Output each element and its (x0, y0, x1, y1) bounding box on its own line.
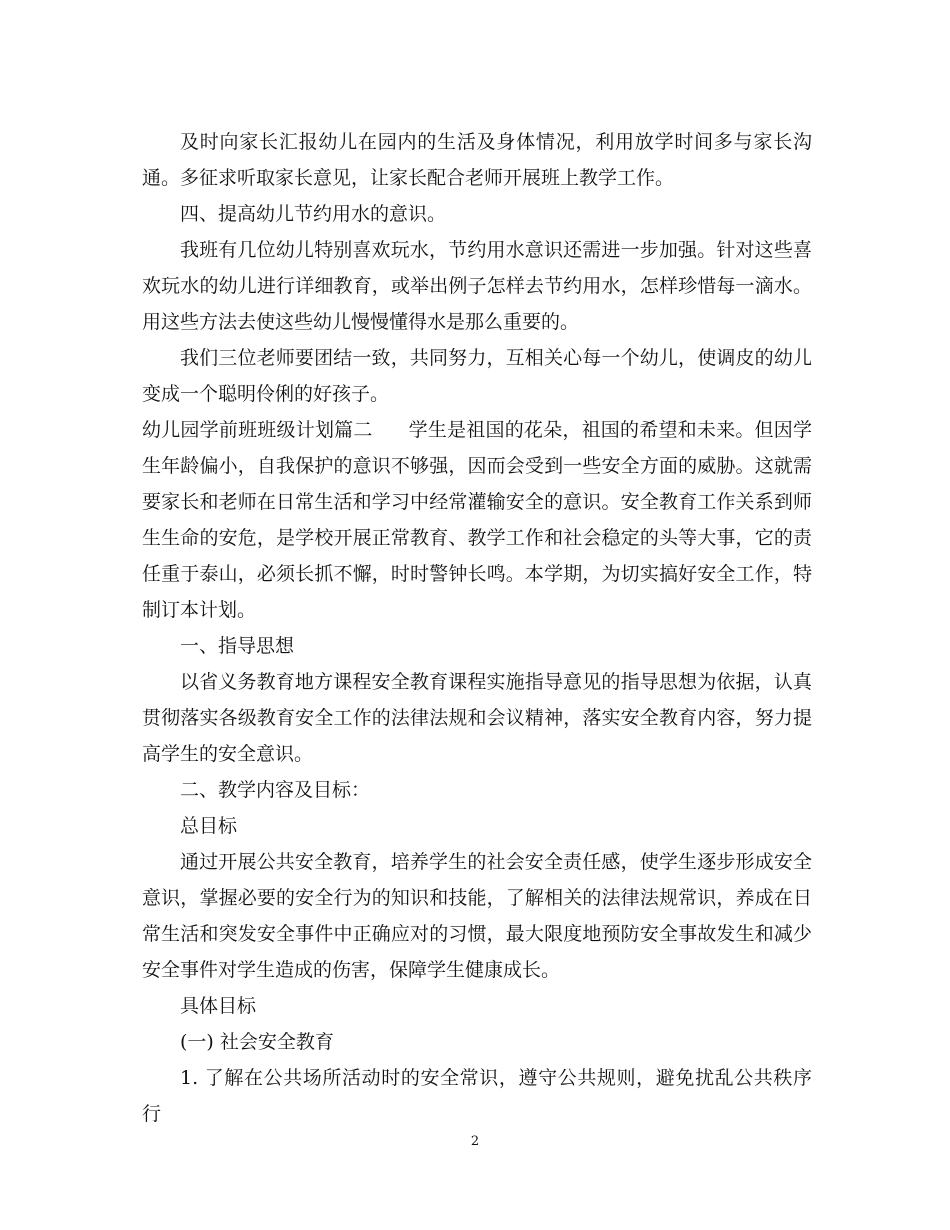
heading-teaching-content: 二、教学内容及目标： (180, 779, 371, 801)
heading-specific-goals: 具体目标 (180, 995, 257, 1017)
paragraph-parent-communication: 及时向家长汇报幼儿在园内的生活及身体情况，利用放学时间多与家长沟通。多征求听取家长意见，让家长配合老师开展班上教学工作。 (142, 131, 812, 189)
document-body (142, 124, 812, 1132)
paragraph-water-saving: 我班有几位幼儿特别喜欢玩水，节约用水意识还需进一步加强。针对这些喜欢玩水的幼儿进行详细教育，或举出例子怎样去节约用水，怎样珍惜每一滴水。用这些方法去使这些幼儿慢慢懂得水是那么重要的。 (142, 239, 812, 333)
section-intro-text: 学生是祖国的花朵，祖国的希望和未来。但因学生年龄偏小，自我保护的意识不够强，因而会受到一些安全方面的威胁。这就需要家长和老师在日常生活和学习中经常灌输安全的意识。安全教育工作关系到师生生命的安危，是学校开展正常教育、教学工作和社会稳定的头等大事，它的责任重于泰山，必须长抓不懈，时时警钟长鸣。本学期，为切实搞好安全工作，特制订本计划。 (142, 419, 812, 621)
section-title: 幼儿园学前班班级计划篇二 (142, 419, 373, 441)
paragraph-overall-goal: 通过开展公共安全教育，培养学生的社会安全责任感，使学生逐步形成安全意识，掌握必要的安全行为的知识和技能，了解相关的法律法规常识，养成在日常生活和突发安全事件中正确应对的习惯，最大限度地预防安全事故发生和减少安全事件对学生造成的伤害，保障学生健康成长。 (142, 851, 812, 981)
page-number: 2 (470, 1134, 480, 1149)
paragraph-teachers-unity: 我们三位老师要团结一致，共同努力，互相关心每一个幼儿，使调皮的幼儿变成一个聪明伶俐的好孩子。 (142, 347, 812, 405)
heading-overall-goal: 总目标 (180, 815, 238, 837)
heading-social-safety: (一) 社会安全教育 (180, 1031, 334, 1053)
heading-guiding-ideology: 一、指导思想 (180, 635, 295, 657)
paragraph-public-places: 1. 了解在公共场所活动时的安全常识，遵守公共规则，避免扰乱公共秩序行 (142, 1067, 812, 1125)
section-intro-paragraph (142, 412, 812, 628)
paragraph-guiding-ideology: 以省义务教育地方课程安全教育课程实施指导意见的指导思想为依据，认真贯彻落实各级教育安全工作的法律法规和会议精神，落实安全教育内容，努力提高学生的安全意识。 (142, 671, 812, 765)
heading-water-saving: 四、提高幼儿节约用水的意识。 (180, 203, 447, 225)
